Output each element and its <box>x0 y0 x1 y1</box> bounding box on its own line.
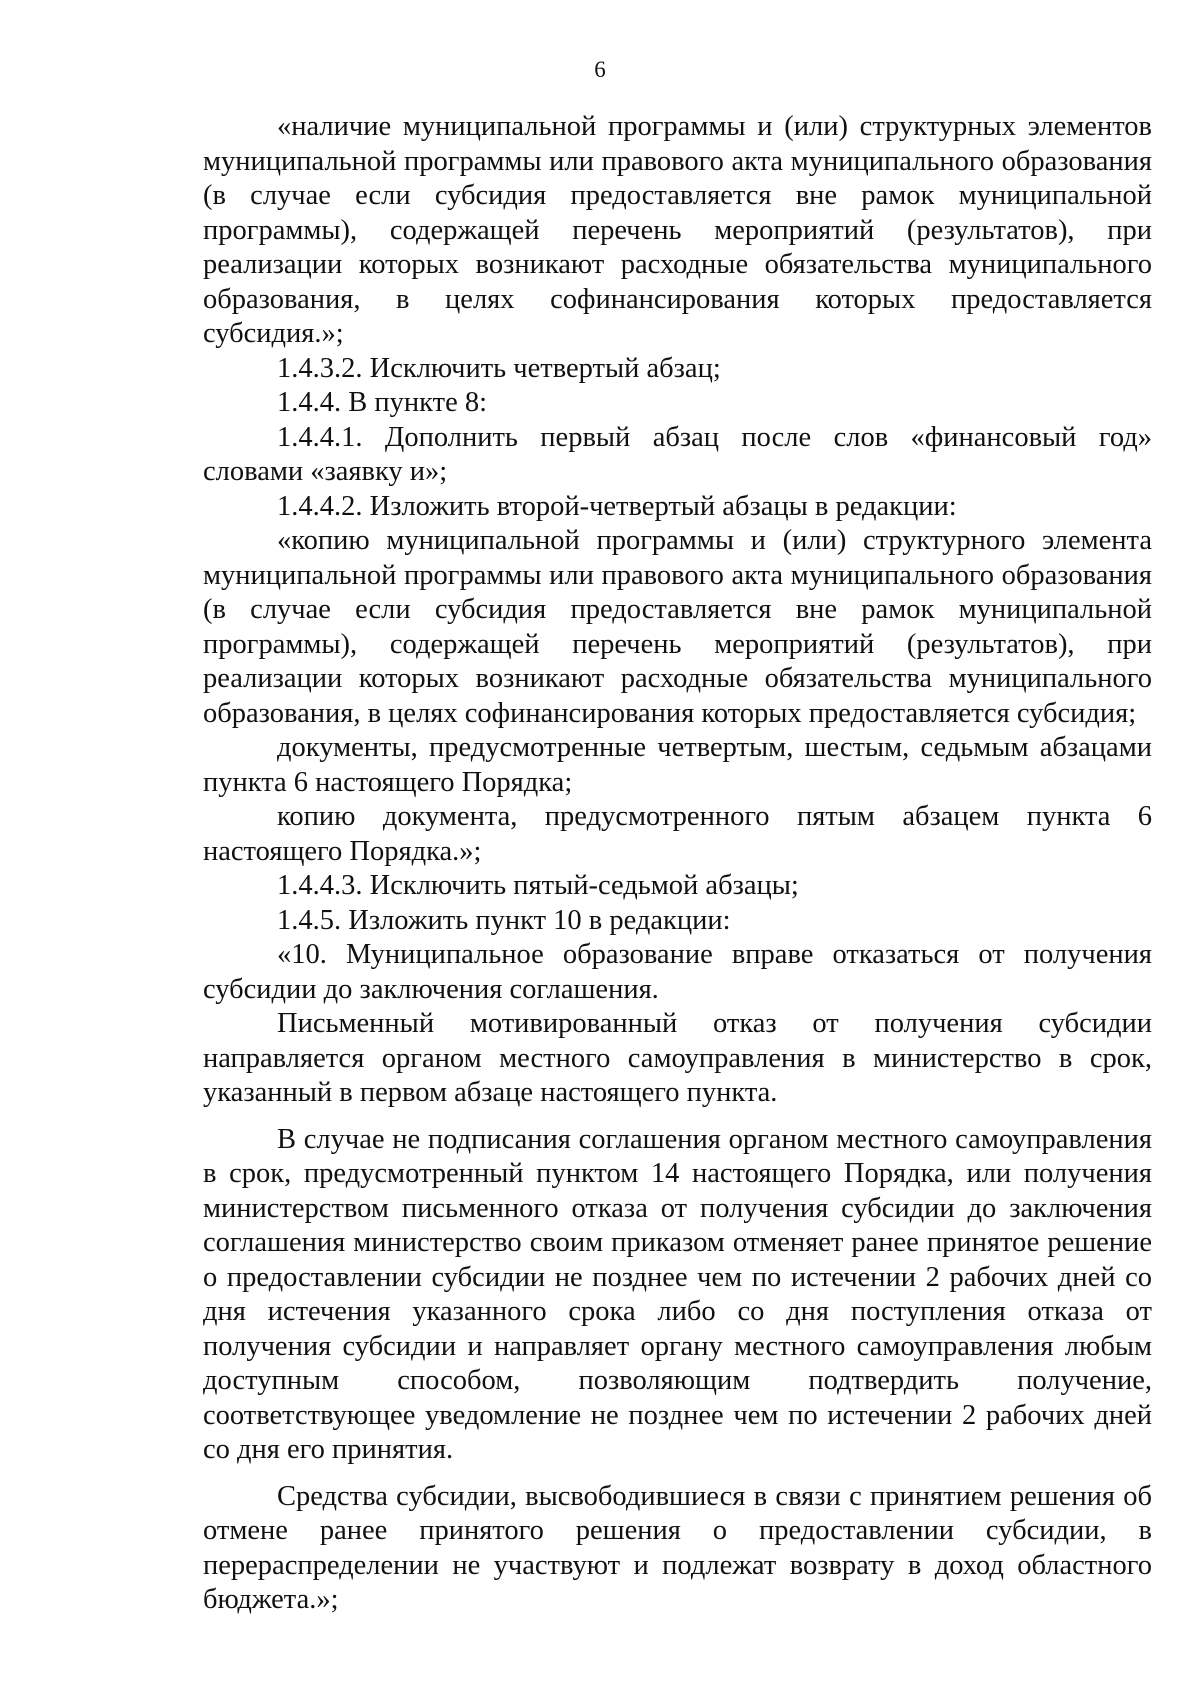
paragraph-program-copy: «копию муниципальной программы и (или) структурного элемента муниципальной программы или правового акта муниципального образования (в случае если субсидия предоставляется вне рамок муниципальной программы), содержащей перечень мероприятий (результатов), при реализации которых возникают расходные обязательства муниципального образования, в целях софинансирования которых предоставляется субсидия; <box>203 525 1152 729</box>
paragraph-1-4-4-3: 1.4.4.3. Исключить пятый-седьмой абзацы; <box>277 870 799 901</box>
paragraph-1-4-4: 1.4.4. В пункте 8: <box>277 387 488 418</box>
paragraph-documents: документы, предусмотренные четвертым, шестым, седьмым абзацами пункта 6 настоящего Порядка; <box>203 732 1152 798</box>
document-body <box>203 110 1152 1618</box>
paragraph-point-10: «10. Муниципальное образование вправе отказаться от получения субсидии до заключения соглашения. <box>203 939 1152 1005</box>
paragraph-1-4-4-1: 1.4.4.1. Дополнить первый абзац после слов «финансовый год» словами «заявку и»; <box>203 421 1152 487</box>
paragraph-document-copy: копию документа, предусмотренного пятым абзацем пункта 6 настоящего Порядка.»; <box>203 801 1152 867</box>
paragraph-1-4-3-2: 1.4.3.2. Исключить четвертый абзац; <box>277 352 721 384</box>
paragraph-agreement-not-signed: В случае не подписания соглашения органом местного самоуправления в срок, предусмотренный пунктом 14 настоящего Порядка, или получения министерством письменного отказа от получения субсидии до заключения соглашения министерство своим приказом отменяет ранее принятое решение о предоставлении субсидии не позднее чем по истечении 2 рабочих дней со дня истечения указанного срока либо со дня поступления отказа от получения субсидии и направляет органу местного самоуправления любым доступным способом, позволяющим подтвердить получение, соответствующее уведомление не позднее чем по истечении 2 рабочих дней со дня его принятия. <box>203 1123 1152 1465</box>
paragraph-released-funds: Средства субсидии, высвободившиеся в связи с принятием решения об отмене ранее принятого решения о предоставлении субсидии, в перераспределении не участвуют и подлежат возврату в доход областного бюджета.»; <box>203 1480 1152 1615</box>
page-number: 6 <box>594 57 606 82</box>
paragraph-1-4-5: 1.4.5. Изложить пункт 10 в редакции: <box>277 904 731 936</box>
paragraph-program-availability: «наличие муниципальной программы и (или) структурных элементов муниципальной программы или правового акта муниципального образования (в случае если субсидия предоставляется вне рамок муниципальной программы), содержащей перечень мероприятий (результатов), при реализации которых возникают расходные обязательства муниципального образования, в целях софинансирования которых предоставляется субсидия.»; <box>203 111 1152 349</box>
paragraph-written-refusal: Письменный мотивированный отказ от получения субсидии направляется органом местного самоуправления в министерство в срок, указанный в первом абзаце настоящего пункта. <box>203 1008 1152 1108</box>
paragraph-1-4-4-2: 1.4.4.2. Изложить второй-четвертый абзацы в редакции: <box>277 490 957 522</box>
